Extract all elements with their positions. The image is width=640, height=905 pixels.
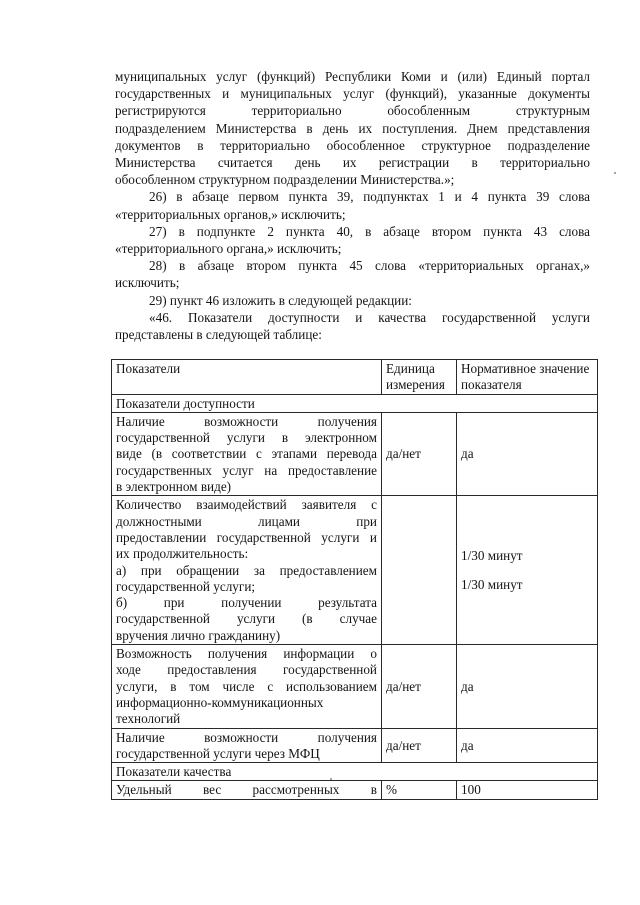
amendment-28: 28) в абзаце втором пункта 45 слова «территориальных органах,» (149, 258, 590, 274)
paragraph-line: подразделением Министерства в день их поступления. Днем представления (115, 120, 590, 136)
amendment-27: 27) в подпункте 2 пункта 40, в абзаце втором пункта 43 слова (149, 223, 590, 239)
table-row (112, 412, 598, 495)
section-row-quality (112, 763, 598, 781)
scan-speck (330, 778, 332, 780)
value-cell (457, 496, 598, 645)
paragraph-line: Министерства считается день их регистрации в территориально (115, 155, 590, 171)
indicator-cell (112, 645, 382, 728)
indicators-table (111, 359, 598, 800)
body-text (115, 68, 590, 343)
paragraph-line: «территориального органа,» исключить; (115, 241, 342, 257)
cell-line: государственной услуги; (116, 578, 256, 594)
amendment-29: 29) пункт 46 изложить в следующей редакции: (149, 292, 412, 308)
header-unit: Единица измерения (382, 360, 457, 395)
cell-line: Удельный вес рассмотренных в (116, 782, 377, 798)
table-row (112, 781, 598, 799)
cell-line: услуги, в том числе с использованием (116, 678, 377, 694)
table-row (112, 728, 598, 763)
cell-line: предоставлении государственной услуги и (116, 529, 377, 545)
section-title-access: Показатели доступности (112, 394, 598, 412)
value-cell: да (457, 645, 598, 728)
cell-line: государственной услуги (в случае (116, 611, 377, 627)
indicator-cell (112, 412, 382, 495)
value-cell: 100 (457, 781, 598, 799)
scan-speck (614, 172, 616, 174)
cell-line: ходе предоставления государственной (116, 662, 377, 678)
table-row (112, 645, 598, 728)
cell-line: в электронном виде) (116, 479, 232, 495)
cell-line: б) при получении результата (116, 595, 377, 611)
paragraph-line: муниципальных услуг (функций) Республики Коми и (или) Единый портал (115, 69, 590, 84)
cell-line: государственной услуги в электронном (116, 430, 377, 446)
value-line-a: 1/30 минут (461, 547, 523, 563)
paragraph-line: «территориальных органов,» исключить; (115, 206, 346, 222)
unit-cell: да/нет (382, 645, 457, 728)
header-normative-value: Нормативное значение показателя (457, 360, 598, 395)
header-indicators: Показатели (112, 360, 382, 395)
unit-cell (382, 496, 457, 645)
paragraph-line: документов в территориально обособленное структурное подразделение (115, 137, 590, 153)
cell-line: их продолжительность: (116, 546, 249, 562)
cell-line: технологий (116, 711, 181, 727)
amendment-26: 26) в абзаце первом пункта 39, подпунктах 1 и 4 пункта 39 слова (149, 189, 590, 205)
cell-line: вручения лично гражданину) (116, 627, 281, 643)
cell-line: а) при обращении за предоставлением (116, 562, 377, 578)
section-row-access (112, 394, 598, 412)
indicator-cell (112, 728, 382, 763)
cell-line: Количество взаимодействий заявителя с (116, 497, 377, 513)
unit-cell: да/нет (382, 728, 457, 763)
unit-cell: да/нет (382, 412, 457, 495)
value-cell: да (457, 728, 598, 763)
paragraph-line: исключить; (115, 275, 180, 291)
indicator-cell (112, 781, 382, 799)
cell-line: должностными лицами при (116, 513, 377, 529)
paragraph-line: государственных и муниципальных услуг (функций), указанные документы (115, 86, 590, 102)
paragraph-46-heading: «46. Показатели доступности и качества государственной услуги (149, 309, 590, 325)
table-row (112, 496, 598, 645)
indicator-cell (112, 496, 382, 645)
paragraph-line: регистрируются территориально обособленным структурным (115, 103, 590, 119)
cell-line: государственной услуги через МФЦ (116, 745, 320, 761)
table-header-row (112, 360, 598, 395)
cell-line: Наличие возможности получения (116, 729, 377, 745)
paragraph-line: обособленном структурном подразделении Министерства.»; (115, 172, 455, 188)
value-cell: да (457, 412, 598, 495)
paragraph-line: представлены в следующей таблице: (115, 327, 322, 343)
cell-line: Возможность получения информации о (116, 646, 377, 662)
cell-line: информационно-коммуникационных (116, 694, 324, 710)
section-title-quality: Показатели качества (112, 763, 598, 781)
value-line-b: 1/30 минут (461, 577, 523, 593)
cell-line: виде (в соответствии с этапами перевода (116, 446, 377, 462)
cell-line: Наличие возможности получения (116, 413, 377, 429)
unit-cell: % (382, 781, 457, 799)
cell-line: государственных услуг на предоставление (116, 462, 377, 478)
